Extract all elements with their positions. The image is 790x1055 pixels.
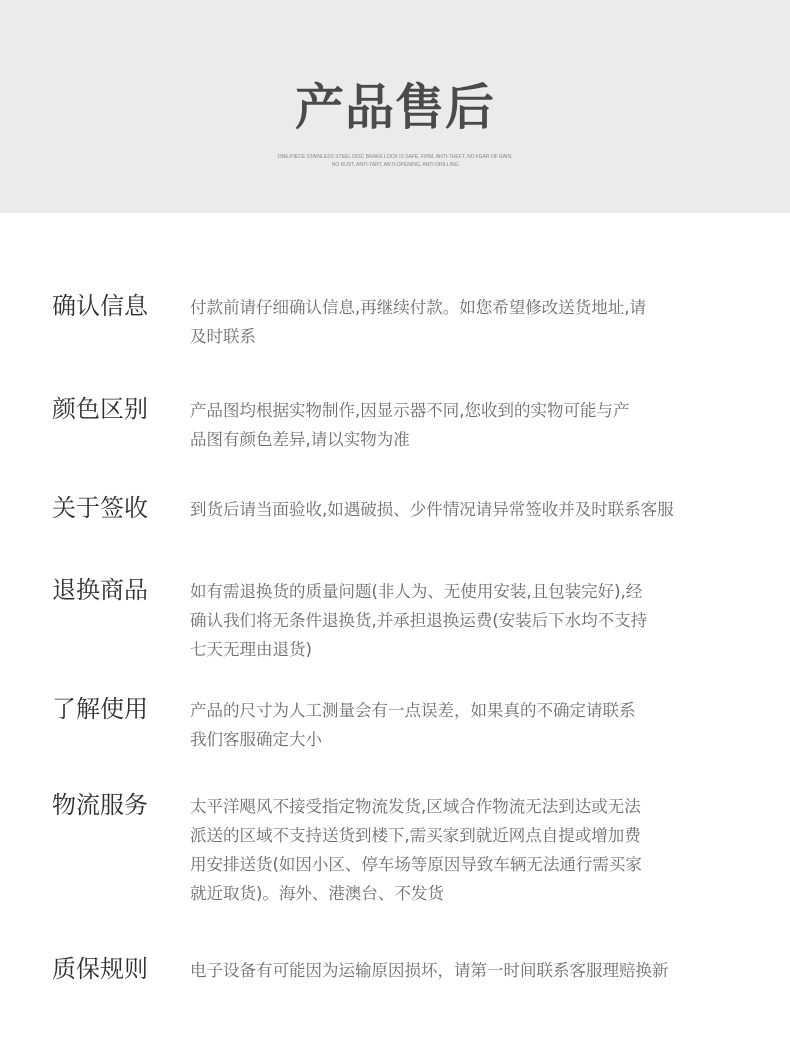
section-label: 关于签收	[52, 494, 148, 522]
banner-subtitle-line-1: ONE-PIECE STAINLESS STEEL DISC BRAKE LOCK IS SAFE, FIRM, ANTI-THEFT, NO FEAR OF RAIN,	[277, 154, 513, 160]
section-text-line: 电子设备有可能因为运输原因损坏，请第一时间联系客服理赔换新	[190, 961, 669, 980]
section-text-line: 及时联系	[190, 327, 256, 346]
banner-subtitle	[245, 153, 545, 169]
section-text	[190, 396, 730, 454]
section-text	[190, 956, 730, 985]
section-text-line: 派送的区域不支持送货到楼下,需买家到就近网点自提或增加费	[190, 826, 641, 845]
section-text-line: 太平洋飓风不接受指定物流发货,区域合作物流无法到达或无法	[190, 797, 641, 816]
section-label: 物流服务	[52, 791, 148, 819]
section-text	[190, 495, 730, 524]
page-title: 产品售后	[294, 79, 495, 136]
section-text-line: 付款前请仔细确认信息,再继续付款。如您希望修改送货地址,请	[190, 298, 646, 317]
section-text-line: 品图有颜色差异,请以实物为准	[190, 430, 410, 449]
section-text	[190, 696, 730, 754]
section-text-line: 确认我们将无条件退换货,并承担退换运费(安装后下水均不支持	[190, 611, 648, 630]
section-label: 了解使用	[52, 695, 148, 723]
section-text-line: 七天无理由退货)	[190, 640, 312, 659]
section-label: 退换商品	[52, 576, 148, 604]
section-label: 质保规则	[52, 955, 148, 983]
banner-subtitle-line-2: NO RUST, ANTI-TART, ANTI-OPENING, ANTI-DRILLING	[331, 162, 459, 168]
section-text-line: 产品图均根据实物制作,因显示器不同,您收到的实物可能与产	[190, 401, 630, 420]
section-label: 确认信息	[52, 292, 148, 320]
section-text-line: 到货后请当面验收,如遇破损、少件情况请异常签收并及时联系客服	[190, 500, 674, 519]
section-text-line: 就近取货)。海外、港澳台、不发货	[190, 884, 444, 903]
header-banner	[0, 0, 790, 213]
section-text-line: 我们客服确定大小	[190, 730, 322, 749]
section-text-line: 产品的尺寸为人工测量会有一点误差，如果真的不确定请联系	[190, 701, 636, 720]
section-text-line: 用安排送货(如因小区、停车场等原因导致车辆无法通行需买家	[190, 855, 642, 874]
section-label: 颜色区别	[52, 395, 148, 423]
section-text-line: 如有需退换货的质量问题(非人为、无使用安装,且包装完好),经	[190, 582, 643, 601]
section-text	[190, 293, 730, 351]
section-text	[190, 577, 730, 664]
section-text	[190, 792, 730, 908]
